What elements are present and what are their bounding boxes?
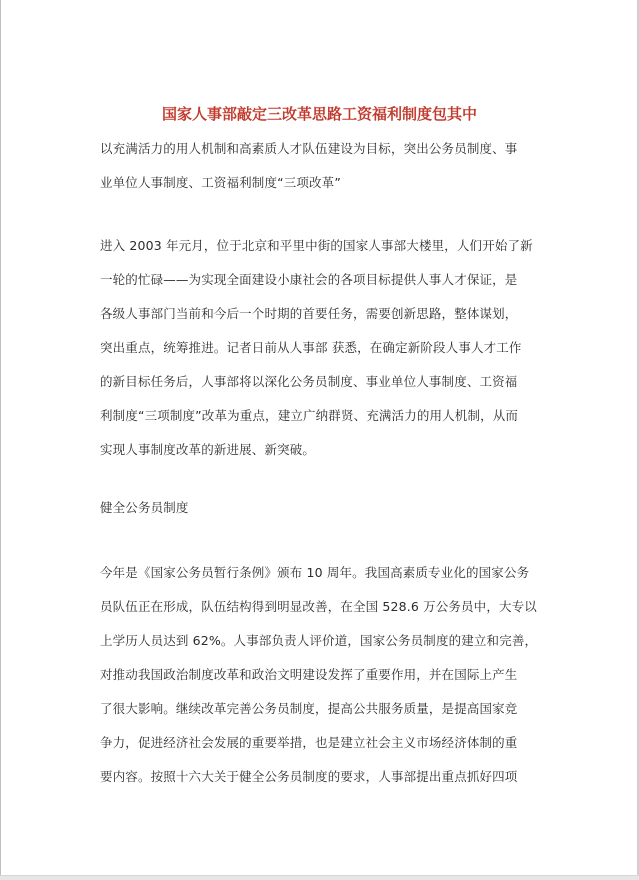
- section-heading: [100, 491, 545, 525]
- text-line: 了很大影响。继续改革完善公务员制度，提高公共服务质量，是提高国家竞: [100, 701, 518, 716]
- text-line: 各级人事部门当前和今后一个时期的首要任务，需要创新思路，整体谋划，: [100, 306, 518, 321]
- text-line: 进入 2003 年元月，位于北京和平里中街的国家人事部大楼里，人们开始了新: [100, 238, 533, 253]
- page-bottom-edge: [0, 875, 639, 880]
- text-line: 一轮的忙碌——为实现全面建设小康社会的各项目标提供人事人才保证，是: [100, 272, 518, 287]
- section-heading-text: 健全公务员制度: [100, 500, 189, 515]
- page-left-border: [0, 0, 1, 880]
- text-line: 争力，促进经济社会发展的重要举措，也是建立社会主义市场经济体制的重: [100, 735, 518, 750]
- text-line: 要内容。按照十六大关于健全公务员制度的要求，人事部提出重点抓好四项: [100, 769, 518, 784]
- body-paragraph-1: [100, 229, 545, 467]
- document-title: 国家人事部敲定三改革思路工资福利制度包其中: [161, 105, 477, 123]
- text-line: 突出重点，统筹推进。记者日前从人事部 获悉，在确定新阶段人事人才工作: [100, 340, 522, 355]
- text-line: 利制度“三项制度”改革为重点，建立广纳群贤、充满活力的用人机制，从而: [100, 408, 519, 423]
- text-line: 上学历人员达到 62%。人事部负责人评价道，国家公务员制度的建立和完善，: [100, 633, 538, 648]
- text-line: 以充满活力的用人机制和高素质人才队伍建设为目标，突出公务员制度、事: [100, 141, 518, 156]
- text-line: 员队伍正在形成，队伍结构得到明显改善，在全国 528.6 万公务员中，大专以: [100, 599, 537, 614]
- text-line: 业单位人事制度、工资福利制度“三项改革”: [100, 175, 341, 190]
- text-line: 对推动我国政治制度改革和政治文明建设发挥了重要作用，并在国际上产生: [100, 667, 518, 682]
- text-line: 的新目标任务后，人事部将以深化公务员制度、事业单位人事制度、工资福: [100, 374, 518, 389]
- subtitle-paragraph: [100, 132, 545, 200]
- text-line: 今年是《国家公务员暂行条例》颁布 10 周年。我国高素质专业化的国家公务: [100, 565, 530, 580]
- text-line: 实现人事制度改革的新进展、新突破。: [100, 442, 316, 457]
- body-paragraph-2: [100, 556, 545, 794]
